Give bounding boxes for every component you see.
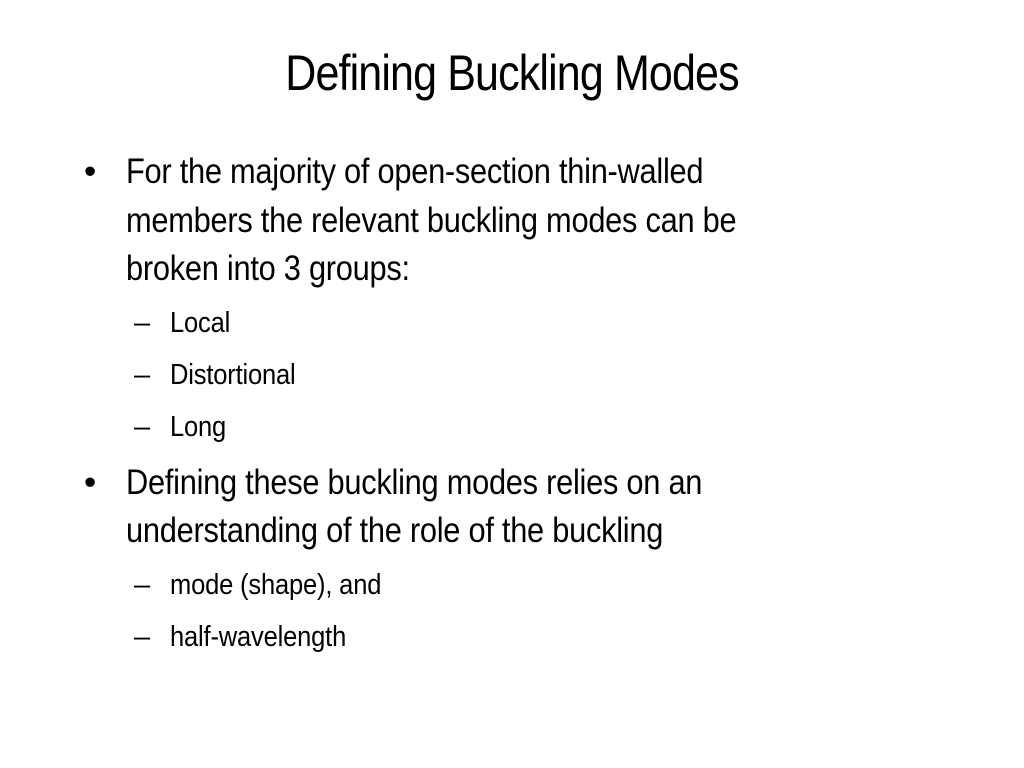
sub-item bbox=[84, 349, 944, 401]
bullet-text-line: understanding of the role of the buckling bbox=[126, 511, 664, 550]
dash-marker: – bbox=[134, 620, 150, 653]
dash-marker: – bbox=[134, 568, 150, 601]
bullet-item bbox=[84, 148, 944, 294]
sub-item bbox=[84, 611, 944, 663]
dash-marker: – bbox=[134, 410, 150, 443]
dash-marker: – bbox=[134, 306, 150, 339]
sub-item bbox=[84, 559, 944, 611]
slide-content bbox=[84, 148, 944, 663]
bullet-text-line: members the relevant buckling modes can be bbox=[126, 200, 737, 240]
bullet-text-line: Defining these buckling modes relies on an bbox=[126, 462, 703, 502]
bullet-item bbox=[84, 459, 944, 556]
sub-item-text: Local bbox=[170, 306, 231, 339]
sub-item-text: mode (shape), and bbox=[170, 568, 382, 601]
bullet-marker: • bbox=[84, 462, 96, 502]
sub-item bbox=[84, 297, 944, 349]
sub-item-text: half-wavelength bbox=[170, 620, 347, 653]
sub-item bbox=[84, 401, 944, 453]
bullet-marker: • bbox=[84, 152, 96, 191]
sub-item-text: Long bbox=[170, 410, 227, 443]
bullet-text-line: For the majority of open-section thin-walled bbox=[126, 152, 704, 191]
sub-item-text: Distortional bbox=[170, 358, 296, 391]
slide-title: Defining Buckling Modes bbox=[285, 45, 739, 101]
bullet-text-line: broken into 3 groups: bbox=[126, 249, 410, 288]
dash-marker: – bbox=[134, 358, 150, 391]
